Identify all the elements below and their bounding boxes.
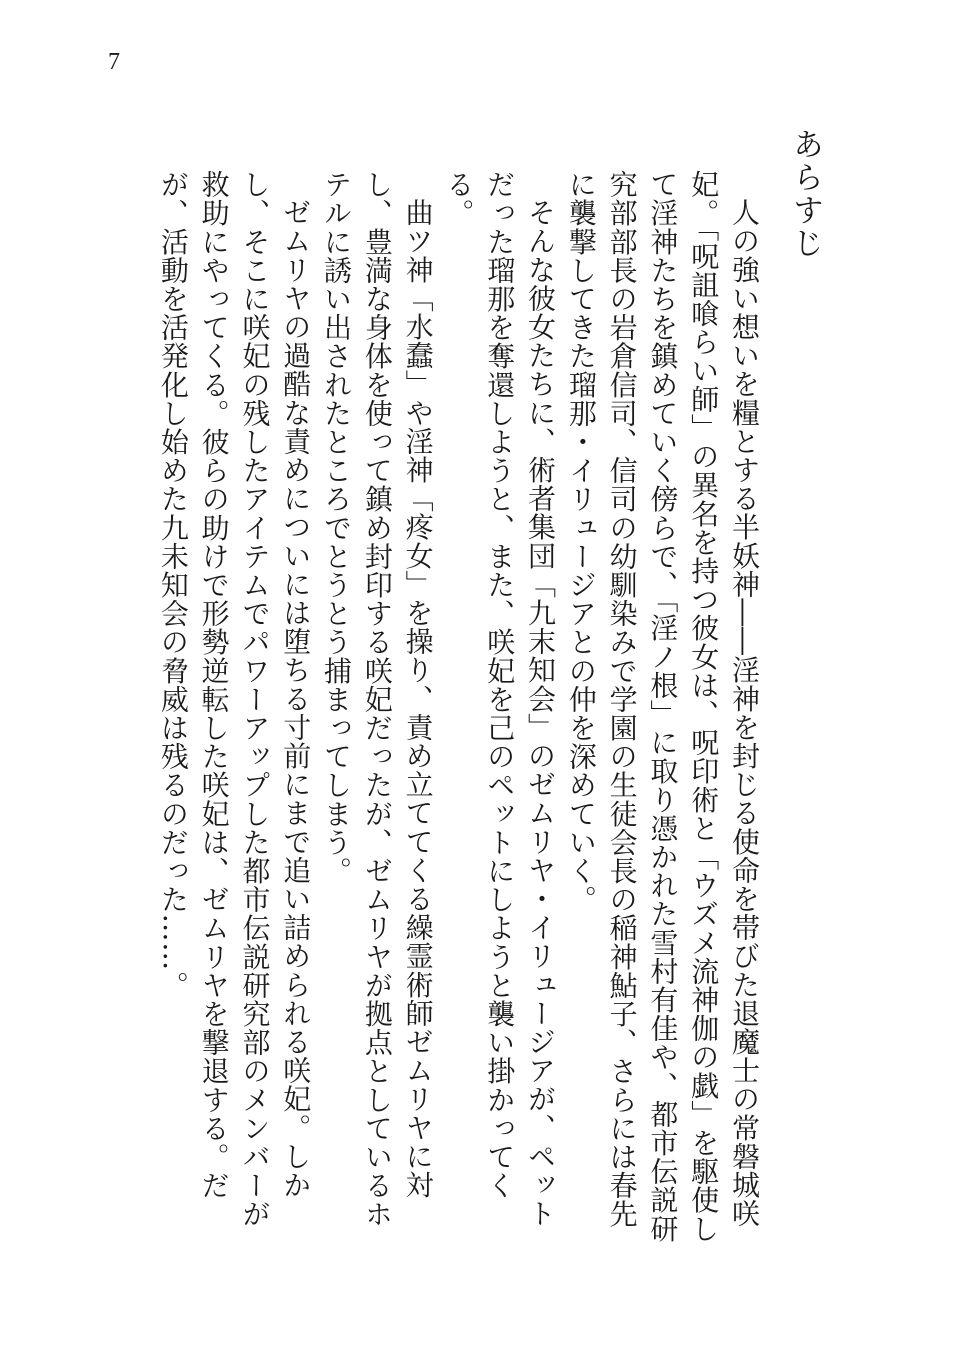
paragraph-3: 曲ツ神「水蠢」や淫神「疼女」を操り、責め立ててくる繰霊術師ゼムリヤに対し、豊満な身体を使って鎮め封印する咲妃だったが、ゼムリヤが拠点としているホテルに誘い出されたところでとうとう捕まってしまう。 — [320, 170, 435, 1229]
paragraph-1: 人の強い想いを糧とする半妖神――淫神を封じる使命を帯びた退魔士の常磐城咲妃。「呪詛喰らい師」の異名を持つ彼女は、呪印術と「ウズメ流神伽の戯」を駆使して淫神たちを鎮めていく傍らで、「淫ノ根」に取り憑かれた雪村有佳や、都市伝説研究部部長の岩倉信司、信司の幼馴染みで学園の生徒会長の稲神鮎子、さらには春先に襲撃してきた瑠那・イリュージアとの仲を深めていく。 — [564, 170, 761, 1243]
page-number: 7 — [108, 49, 120, 75]
paragraph-2: そんな彼女たちに、術者集団「九末知会」のゼムリヤ・イリュージアが、ペットだった瑠那を奪還しようと、また、咲妃を己のペットにしようと襲い掛かってくる。 — [442, 170, 558, 1228]
paragraph-4: ゼムリヤの過酷な責めについには堕ちる寸前にまで追い詰められる咲妃。しかし、そこに咲妃の残したアイテムでパワーアップした都市伝説研究部のメンバーが救助にやってくる。彼らの助けで形勢逆転した咲妃は、ゼムリヤを撃退する。だが、活動を活発化し始めた九未知会の脅威は残るのだった……。 — [156, 170, 313, 1229]
synopsis-body — [144, 170, 764, 1250]
synopsis-heading: あらすじ — [787, 128, 823, 260]
